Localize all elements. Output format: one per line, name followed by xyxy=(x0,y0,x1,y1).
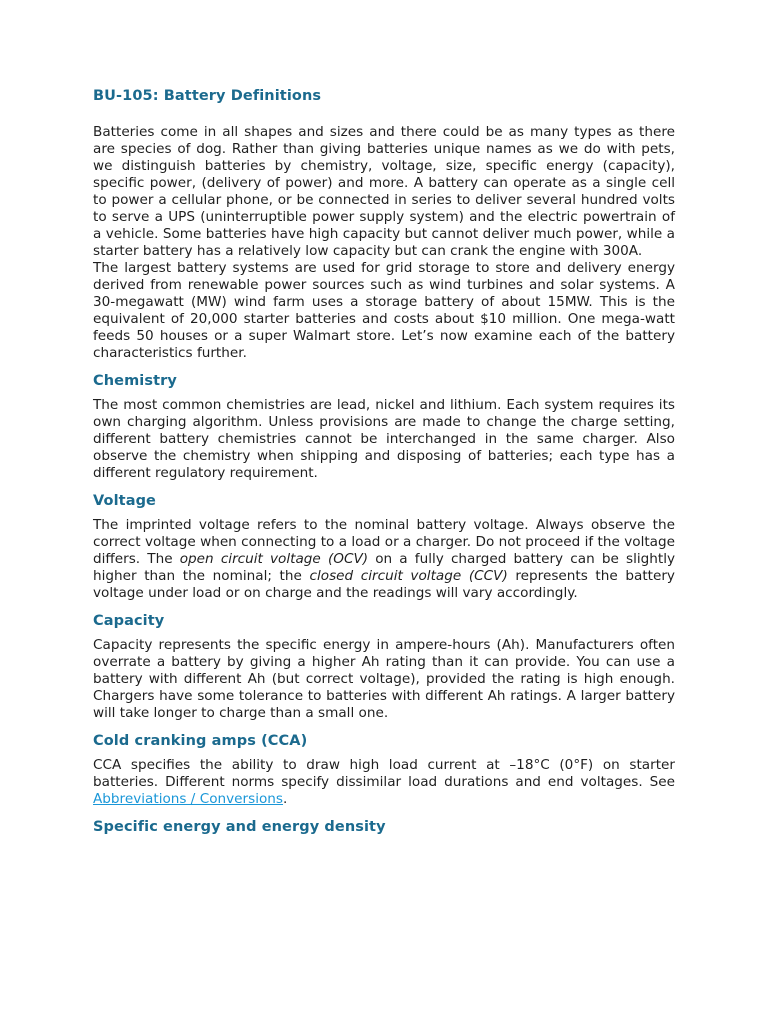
capacity-paragraph: Capacity represents the specific energy in ampere-hours (Ah). Manufacturers often overrate a battery by giving a higher Ah rating than it can provide. You can use a battery with different Ah (but correct voltage), provided the rating is high enough. Chargers have some tolerance to batteries with different Ah ratings. A larger battery will take longer to charge than a small one. xyxy=(93,637,675,721)
intro-paragraph-2: The largest battery systems are used for grid storage to store and delivery energy derived from renewable power sources such as wind turbines and solar systems. A 30-megawatt (MW) wind farm uses a storage battery of about 15MW. This is the equivalent of 20,000 starter batteries and costs about $10 million. One mega-watt feeds 50 houses or a super Walmart store. Let’s now examine each of the battery characteristics further. xyxy=(93,260,675,361)
section-heading-specific-energy: Specific energy and energy density xyxy=(93,819,386,835)
article-body xyxy=(93,86,675,843)
voltage-text-b: on a fully charged battery can be slightly higher than the nominal; the xyxy=(93,551,676,584)
section-heading-cca: Cold cranking amps (CCA) xyxy=(93,733,308,749)
cca-text-a: CCA specifies the ability to draw high load current at –18°C (0°F) on starter batteries. Different norms specify dissimilar load durations and end voltages. See xyxy=(93,757,675,790)
voltage-paragraph xyxy=(93,517,675,602)
cca-paragraph xyxy=(93,757,675,808)
voltage-text-c: represents the battery voltage under load or on charge and the readings will vary accordingly. xyxy=(93,568,675,601)
ocv-term: open circuit voltage (OCV) xyxy=(179,551,369,567)
intro-paragraph-1: Batteries come in all shapes and sizes and there could be as many types as there are species of dog. Rather than giving batteries unique names as we do with pets, we distinguish batteries by chemistry, voltage, size, specific energy (capacity), specific power, (delivery of power) and more. A battery can operate as a single cell to power a cellular phone, or be connected in series to deliver several hundred volts to serve a UPS (uninterruptible power supply system) and the electric powertrain of a vehicle. Some batteries have high capacity but cannot deliver much power, while a starter battery has a relatively low capacity but can crank the engine with 300A. xyxy=(93,124,675,259)
abbreviations-conversions-link[interactable]: Abbreviations / Conversions xyxy=(93,791,284,807)
section-heading-voltage: Voltage xyxy=(93,493,156,509)
cca-text-b: . xyxy=(283,791,288,807)
ccv-term: closed circuit voltage (CCV) xyxy=(309,568,508,584)
section-heading-capacity: Capacity xyxy=(93,613,165,629)
voltage-text-a: The imprinted voltage refers to the nominal battery voltage. Always observe the correct voltage when connecting to a load or a charger. Do not proceed if the voltage differs. The xyxy=(93,517,675,567)
page-title: BU-105: Battery Definitions xyxy=(93,88,322,104)
chemistry-paragraph: The most common chemistries are lead, nickel and lithium. Each system requires its own charging algorithm. Unless provisions are made to change the charge setting, different battery chemistries cannot be interchanged in the same charger. Also observe the chemistry when shipping and disposing of batteries; each type has a different regulatory requirement. xyxy=(93,397,675,481)
section-heading-chemistry: Chemistry xyxy=(93,373,177,389)
